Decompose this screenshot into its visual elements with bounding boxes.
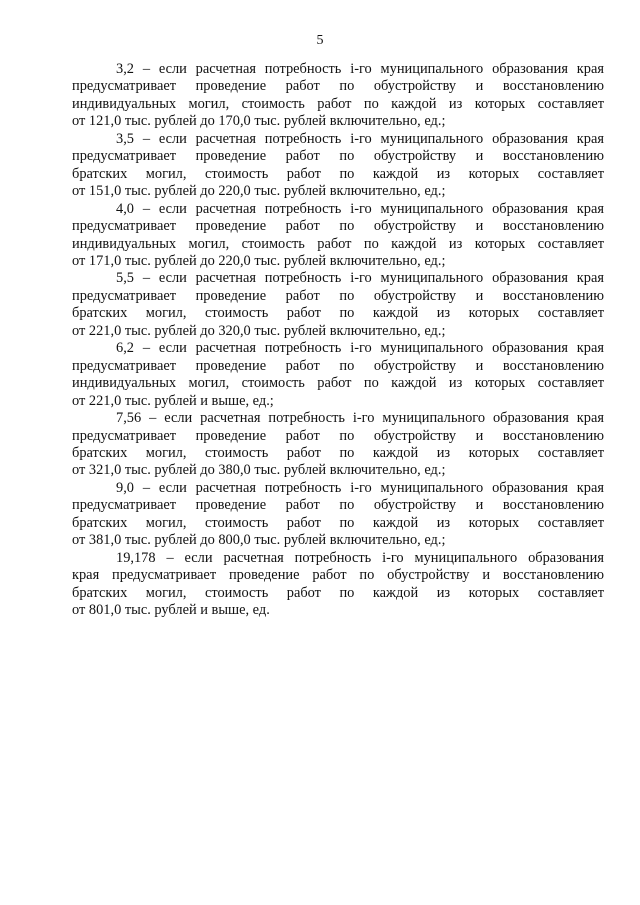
- paragraph-line: предусматривает проведение работ по обустройству и восстановлению: [72, 497, 604, 514]
- paragraph: [72, 131, 604, 201]
- paragraph-line: братских могил, стоимость работ по каждой из которых составляет: [72, 305, 604, 322]
- paragraph-line: братских могил, стоимость работ по каждой из которых составляет: [72, 514, 604, 531]
- paragraph-line: братских могил, стоимость работ по каждой из которых составляет: [72, 165, 604, 182]
- paragraph-line: от 151,0 тыс. рублей до 220,0 тыс. рублей включительно, ед.;: [72, 183, 446, 200]
- paragraph-line: предусматривает проведение работ по обустройству и восстановлению: [72, 218, 604, 235]
- paragraph: [72, 340, 604, 410]
- paragraph-line: от 321,0 тыс. рублей до 380,0 тыс. рублей включительно, ед.;: [72, 462, 446, 479]
- document-body: [72, 61, 604, 620]
- paragraph-line: 3,2 – если расчетная потребность і-го муниципального образования края: [116, 61, 604, 77]
- paragraph-line: предусматривает проведение работ по обустройству и восстановлению: [72, 78, 604, 95]
- paragraph-line: индивидуальных могил, стоимость работ по каждой из которых составляет: [72, 235, 604, 252]
- paragraph-line: от 381,0 тыс. рублей до 800,0 тыс. рублей включительно, ед.;: [72, 532, 446, 549]
- paragraph-line: от 801,0 тыс. рублей и выше, ед.: [72, 602, 270, 619]
- paragraph: [72, 480, 604, 550]
- paragraph-line: 6,2 – если расчетная потребность і-го муниципального образования края: [116, 340, 604, 357]
- paragraph-line: 7,56 – если расчетная потребность і-го муниципального образования края: [116, 410, 604, 427]
- paragraph-line: индивидуальных могил, стоимость работ по каждой из которых составляет: [72, 375, 604, 392]
- paragraph-line: от 171,0 тыс. рублей до 220,0 тыс. рублей включительно, ед.;: [72, 252, 446, 269]
- paragraph-line: 4,0 – если расчетная потребность і-го муниципального образования края: [116, 200, 604, 217]
- paragraph-line: 9,0 – если расчетная потребность і-го муниципального образования края: [116, 479, 604, 496]
- page-number: 5: [316, 33, 324, 48]
- paragraph-line: предусматривает проведение работ по обустройству и восстановлению: [72, 287, 604, 304]
- paragraph: [72, 270, 604, 340]
- paragraph-line: от 121,0 тыс. рублей до 170,0 тыс. рублей включительно, ед.;: [72, 113, 446, 130]
- paragraph: [72, 410, 604, 480]
- paragraph-line: братских могил, стоимость работ по каждой из которых составляет: [72, 444, 604, 461]
- paragraph-line: 5,5 – если расчетная потребность і-го муниципального образования края: [116, 270, 604, 287]
- paragraph-line: края предусматривает проведение работ по обустройству и восстановлению: [72, 567, 604, 584]
- paragraph-line: предусматривает проведение работ по обустройству и восстановлению: [72, 427, 604, 444]
- paragraph: [72, 61, 604, 131]
- paragraph: [72, 550, 604, 620]
- paragraph-line: от 221,0 тыс. рублей и выше, ед.;: [72, 392, 274, 409]
- paragraph-line: 3,5 – если расчетная потребность і-го муниципального образования края: [116, 130, 604, 147]
- paragraph: [72, 201, 604, 271]
- paragraph-line: от 221,0 тыс. рублей до 320,0 тыс. рублей включительно, ед.;: [72, 322, 446, 339]
- paragraph-line: предусматривает проведение работ по обустройству и восстановлению: [72, 148, 604, 165]
- paragraph-line: индивидуальных могил, стоимость работ по каждой из которых составляет: [72, 95, 604, 112]
- paragraph-line: 19,178 – если расчетная потребность і-го муниципального образования: [116, 549, 604, 566]
- paragraph-line: предусматривает проведение работ по обустройству и восстановлению: [72, 357, 604, 374]
- paragraph-line: братских могил, стоимость работ по каждой из которых составляет: [72, 584, 604, 601]
